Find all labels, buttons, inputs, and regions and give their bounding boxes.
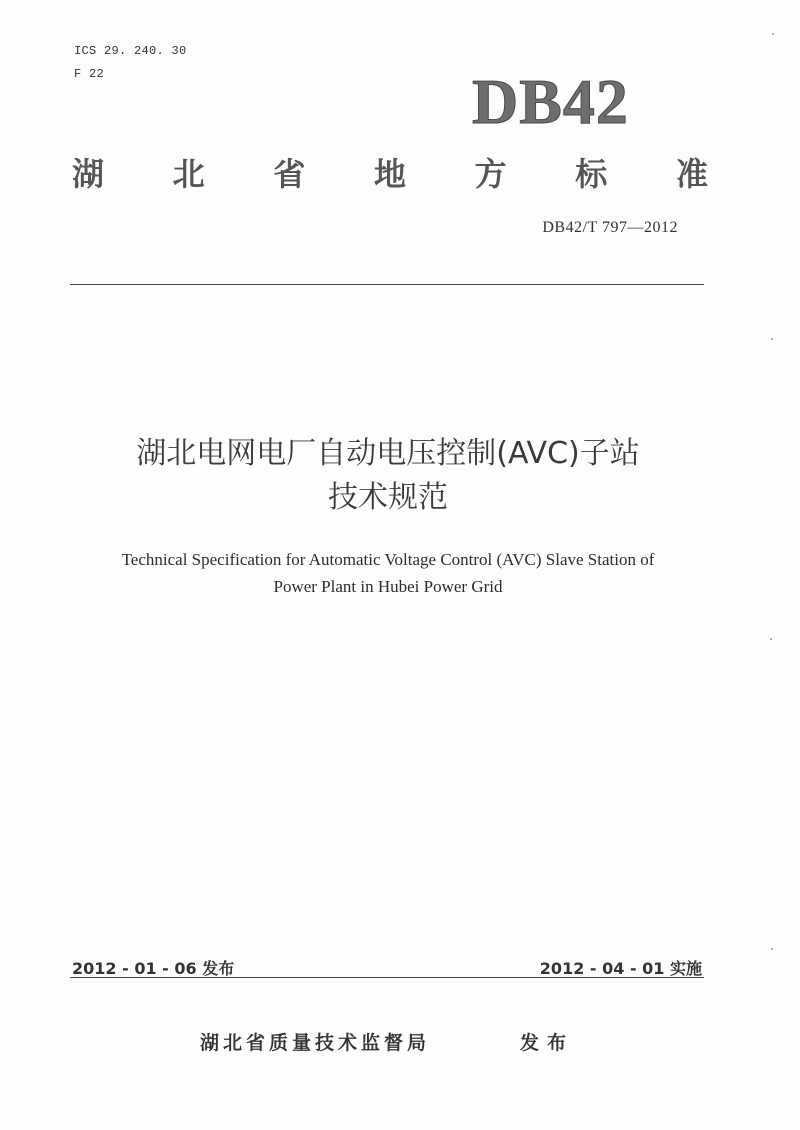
ccs-code: F 22 [74, 67, 105, 81]
issuing-action: 发布 [520, 1032, 575, 1054]
footer-divider [70, 977, 704, 978]
title-english-line-2: Power Plant in Hubei Power Grid [273, 577, 503, 596]
title-chinese-line-1: 湖北电网电厂自动电压控制(AVC)子站 [136, 436, 640, 471]
ics-code: ICS 29. 240. 30 [74, 44, 187, 58]
standard-type-char: 省 [273, 155, 306, 193]
standard-number: DB42/T 797—2012 [542, 219, 678, 236]
standard-type-char: 标 [575, 155, 608, 193]
title-chinese [60, 432, 716, 520]
title-chinese-line-2: 技术规范 [328, 480, 448, 515]
scan-speck [771, 338, 773, 340]
standard-type-heading [72, 154, 708, 194]
title-english [40, 546, 736, 600]
standard-type-char: 地 [373, 155, 406, 193]
implementation-date: 2012 - 04 - 01 实施 [539, 959, 702, 978]
standard-type-char: 方 [474, 155, 507, 193]
scan-speck [772, 33, 774, 35]
db42-logo: DB42 [472, 66, 629, 137]
issuing-authority: 湖北省质量技术监督局 [200, 1032, 431, 1054]
issue-date: 2012 - 01 - 06 发布 [72, 959, 235, 978]
standard-type-char: 准 [675, 155, 708, 193]
title-english-line-1: Technical Specification for Automatic Voltage Control (AVC) Slave Station of [121, 550, 655, 569]
standard-type-char: 北 [172, 155, 205, 193]
standard-type-char: 湖 [72, 155, 105, 193]
header-divider [70, 284, 704, 285]
scan-speck [771, 948, 773, 950]
scan-speck [770, 638, 772, 640]
